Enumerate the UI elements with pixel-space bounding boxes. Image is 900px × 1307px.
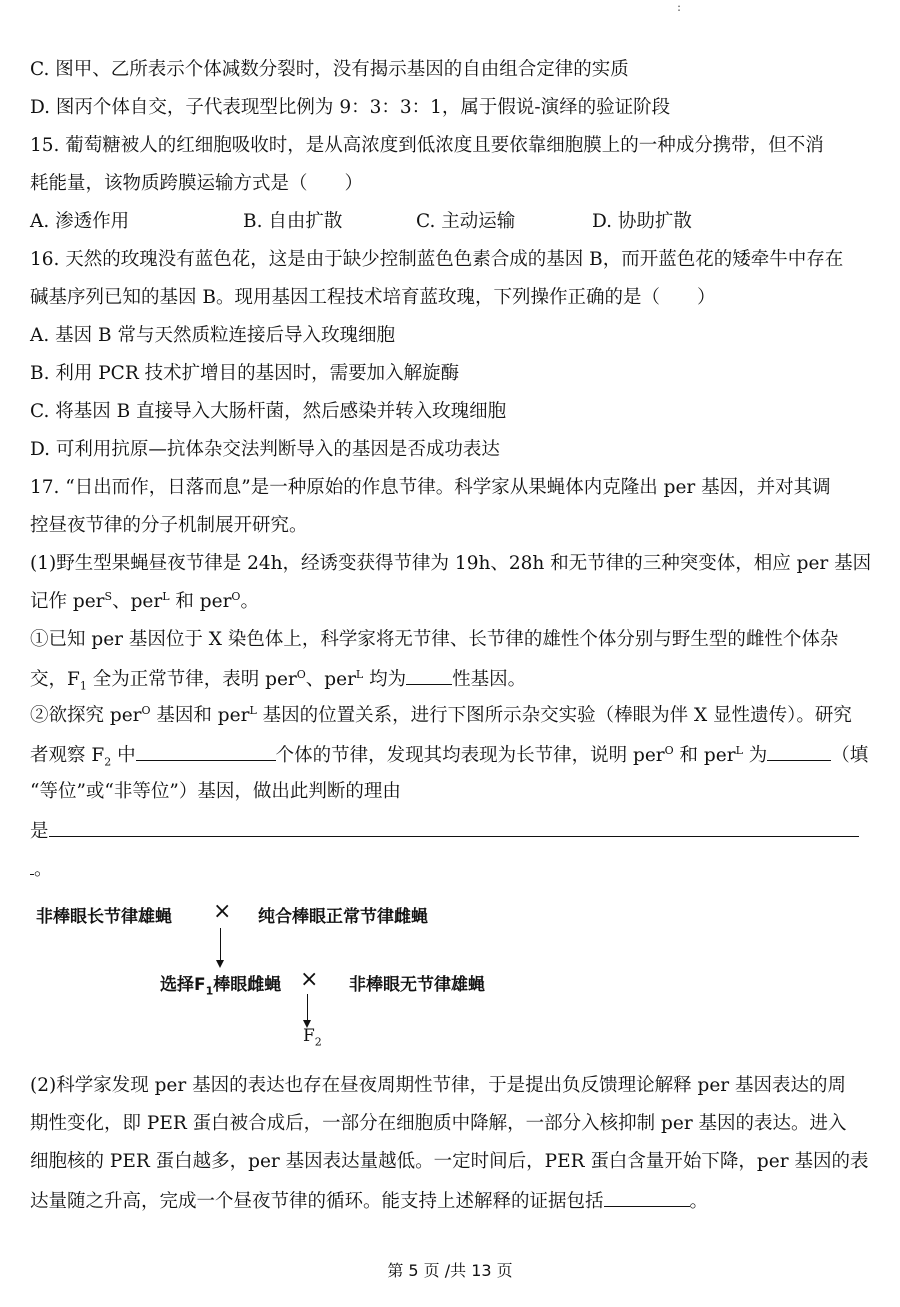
text: 和 per xyxy=(169,591,232,612)
q17-part2-line2: 期性变化，即 PER 蛋白被合成后，一部分在细胞质中降解，一部分入核抑制 per 基因的表达。进入 xyxy=(30,1113,847,1134)
text: 基因和 per xyxy=(150,705,250,726)
sub-1: 1 xyxy=(205,984,214,998)
text: 为 xyxy=(742,745,768,766)
q15-options xyxy=(30,210,692,234)
q17-c2-line1 xyxy=(30,704,852,728)
q14-option-d: D. 图丙个体自交，子代表现型比例为 9：3：3：1，属于假说-演绎的验证阶段 xyxy=(30,97,671,118)
down-arrow-2 xyxy=(307,994,308,1026)
q17-c1-line1: ①已知 per 基因位于 X 染色体上，科学家将无节律、长节律的雄性个体分别与野生型的雌性个体杂 xyxy=(30,629,839,650)
q15-stem-line2: 耗能量，该物质跨膜运输方式是（ ） xyxy=(30,173,364,194)
q17-part2-line4 xyxy=(30,1188,708,1214)
page-footer: 第 5 页 /共 13 页 xyxy=(387,1261,513,1280)
sup-o: O xyxy=(664,743,674,757)
q17-c2-line4 xyxy=(30,818,859,844)
text: 全为正常节律，表明 per xyxy=(86,669,297,690)
sub-2: 2 xyxy=(314,1035,322,1049)
text: 交，F xyxy=(30,669,80,690)
parent-male-no-rhythm: 非棒眼无节律雄蝇 xyxy=(349,975,485,995)
q17-c1-line2 xyxy=(30,666,526,692)
text: 是 xyxy=(30,821,49,842)
q16-option-b: B. 利用 PCR 技术扩增目的基因时，需要加入解旋酶 xyxy=(30,363,460,384)
cross-symbol-2: × xyxy=(300,967,319,992)
answer-blank-reason[interactable] xyxy=(49,818,859,837)
corner-mark: : xyxy=(677,0,682,14)
q15-option-b: B. 自由扩散 xyxy=(243,211,343,232)
text: 、per xyxy=(112,591,163,612)
q17-c2-line2 xyxy=(30,742,868,768)
answer-blank-2[interactable] xyxy=(136,742,276,761)
q17-stem-line2: 控昼夜节律的分子机制展开研究。 xyxy=(30,515,308,536)
q17-stem-line1: 17. “日出而作，日落而息”是一种原始的作息节律。科学家从果蝇体内克隆出 per 基因，并对其调 xyxy=(30,477,831,498)
parent-male-long-rhythm: 非棒眼长节律雄蝇 xyxy=(36,907,172,927)
text: 。 xyxy=(689,1191,709,1212)
q16-option-d: D. 可利用抗原—抗体杂交法判断导入的基因是否成功表达 xyxy=(30,439,500,460)
q16-stem-line2: 碱基序列已知的基因 B。现用基因工程技术培育蓝玫瑰，下列操作正确的是（ ） xyxy=(30,287,716,308)
text: 棒眼雌蝇 xyxy=(213,975,282,995)
text: 基因的位置关系，进行下图所示杂交实验（棒眼为伴 X 显性遗传）。研究 xyxy=(256,705,852,726)
text: 记作 per xyxy=(30,591,105,612)
text: 。 xyxy=(240,591,259,612)
q16-option-c: C. 将基因 B 直接导入大肠杆菌，然后感染并转入玫瑰细胞 xyxy=(30,401,507,422)
q17-part1-line1: (1)野生型果蝇昼夜节律是 24h，经诱变获得节律为 19h、28h 和无节律的三种突变体，相应 per 基因 xyxy=(30,553,872,574)
q14-option-c: C. 图甲、乙所表示个体减数分裂时，没有揭示基因的自由组合定律的实质 xyxy=(30,59,629,80)
q15-stem-line1: 15. 葡萄糖被人的红细胞吸收时，是从高浓度到低浓度且要依靠细胞膜上的一种成分携带，但不消 xyxy=(30,135,824,156)
q15-option-d: D. 协助扩散 xyxy=(592,211,692,232)
text: 选择F xyxy=(160,975,206,995)
answer-blank-1[interactable] xyxy=(406,666,452,685)
q17-part2-line3: 细胞核的 PER 蛋白越多，per 基因表达量越低。一定时间后，PER 蛋白含量开始下降，per 基因的表 xyxy=(30,1151,869,1172)
text: 个体的节律，发现其均表现为长节律，说明 per xyxy=(275,745,665,766)
answer-blank-evidence[interactable] xyxy=(604,1188,690,1207)
text: 和 per xyxy=(673,745,736,766)
q17-c2-line3: “等位”或“非等位”）基因，做出此判断的理由 xyxy=(30,781,401,802)
text: 、per xyxy=(305,669,356,690)
q17-part1-line2 xyxy=(30,590,259,614)
text: ②欲探究 per xyxy=(30,705,142,726)
answer-blank-3[interactable] xyxy=(767,742,831,761)
sup-s: S xyxy=(104,589,113,603)
text: 者观察 F xyxy=(30,745,105,766)
text: 。 xyxy=(34,859,53,880)
sub-2: 2 xyxy=(104,755,112,769)
q17-part2-line1: (2)科学家发现 per 基因的表达也存在昼夜周期性节律，于是提出负反馈理论解释 per 基因表达的周 xyxy=(30,1075,846,1096)
sup-o: O xyxy=(141,703,151,717)
text: 均为 xyxy=(363,669,407,690)
text: 性基因。 xyxy=(452,669,527,690)
f2-label xyxy=(303,1026,322,1049)
sub-1: 1 xyxy=(79,679,87,693)
text: 达量随之升高，完成一个昼夜节律的循环。能支持上述解释的证据包括 xyxy=(30,1191,604,1212)
down-arrow-1 xyxy=(220,928,221,966)
text: 中 xyxy=(111,745,136,766)
q16-stem-line1: 16. 天然的玫瑰没有蓝色花，这是由于缺少控制蓝色色素合成的基因 B，而开蓝色花的矮牵牛中存在 xyxy=(30,249,844,270)
text: F xyxy=(303,1026,315,1046)
f1-selected-female xyxy=(160,970,282,998)
sup-l: L xyxy=(355,667,364,681)
sup-l: L xyxy=(735,743,743,757)
sup-o: O xyxy=(296,667,306,681)
cross-symbol-1: × xyxy=(213,899,232,924)
text: （填 xyxy=(831,745,869,766)
q15-option-c: C. 主动运输 xyxy=(416,211,516,232)
sup-l: L xyxy=(162,589,170,603)
q15-option-a: A. 渗透作用 xyxy=(30,211,130,232)
sup-o: O xyxy=(231,589,241,603)
parent-female-bar-eye: 纯合棒眼正常节律雌蝇 xyxy=(258,907,428,927)
sup-l: L xyxy=(249,703,257,717)
q17-c2-line5 xyxy=(30,856,53,882)
q16-option-a: A. 基因 B 常与天然质粒连接后导入玫瑰细胞 xyxy=(30,325,395,346)
